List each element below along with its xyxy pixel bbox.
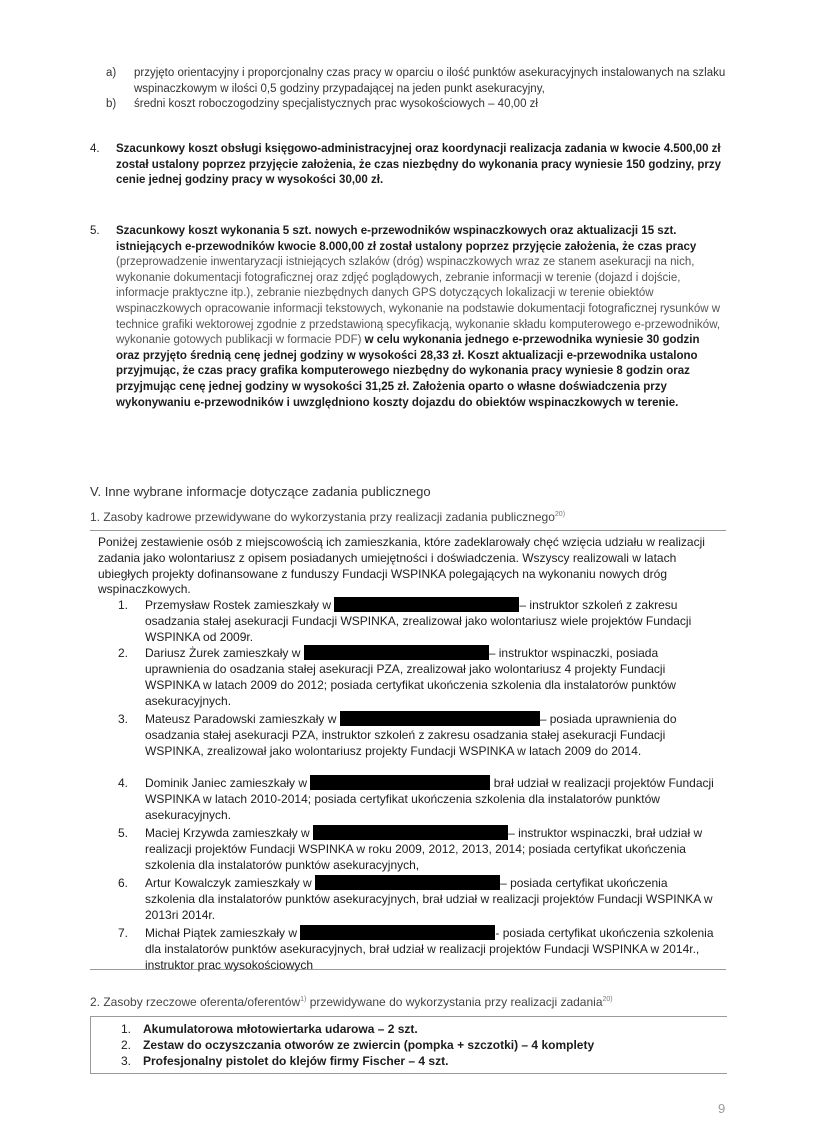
person-name: Maciej Krzywda zamieszkały w: [145, 826, 310, 840]
subsection-title: [90, 510, 565, 524]
item-number: 1.: [121, 1022, 132, 1036]
subsection-title-text: 2. Zasoby rzeczowe oferenta/oferentów: [90, 995, 301, 1009]
footnote-ref: 20): [602, 996, 613, 1003]
material-resources-box: [90, 1016, 727, 1074]
person-description: – posiada certyfikat ukończenia szkolenia dla instalatorów punktów asekuracyjnych, brał udział w realizacji projektów Fundacji WSPINKA w 2013ri 2014r.: [145, 876, 713, 922]
cost-item-4: [90, 142, 726, 189]
person-description: – instruktor wspinaczki, posiada uprawnienia do osadzania stałej asekuracji PZA, zrealizował jako wolontariusz 4 projekty Fundacji WSPINKA w latach 2009 do 2012; posiada certyfikat ukończenia szkolenia dla instalatorów punktów asekuracyjnych.: [145, 646, 676, 708]
person-description: – posiada uprawnienia do osadzania stałej asekuracji PZA, instruktor szkoleń z zakresu osadzania stałej asekuracji Fundacji WSPINKA, zrealizował jako wolontariusz projekty Fundacji WSPINKA w latach 2009 do 2014.: [145, 712, 677, 758]
redacted-address: [340, 711, 540, 726]
list-item-label: a): [106, 67, 117, 79]
item-number: 2.: [118, 646, 129, 660]
list-item: [121, 1021, 418, 1037]
list-item: [106, 97, 726, 113]
person-name: Dominik Janiec zamieszkały w: [145, 776, 308, 790]
list-item: [98, 597, 720, 645]
staff-resources-box: [90, 530, 726, 970]
redacted-address: [334, 597, 519, 612]
item-number: 3.: [118, 712, 129, 726]
item-text-bold: w celu wykonania jednego e-przewodnika wyniesie 30 godzin oraz przyjęto średnią cenę jednej godziny w wysokości 28,33 zł. Koszt aktualizacji e-przewodnika ustalono przyjmując, że czas pracy grafika komputerowego niezbędny do wykonania pracy wyniesie 8 godzin oraz przyjmując cenę jednej godziny w wysokości 31,25 zł. Założenia oparto o własne doświadczenia przy wykonywaniu e-przewodników i uwzględniono koszty dojazdu do obiektów wspinaczkowych w terenie.: [116, 334, 700, 409]
footnote-ref: 20): [554, 511, 566, 518]
item-text-bold: Szacunkowy koszt wykonania 5 szt. nowych e-przewodników wspinaczkowych oraz aktualizacji 15 szt. istniejących e-przewodników kwocie 8.000,00 zł został ustalony poprzez przyjęcie założenia, że czas pracy: [116, 225, 697, 253]
item-text: Szacunkowy koszt obsługi księgowo-administracyjnej oraz koordynacji realizacja zadania w kwocie 4.500,00 zł został ustalony poprzez przyjęcie założenia, że czas niezbędny do wykonania pracy wyniesie 150 godziny, przy cenie jednej godziny pracy w wysokości 30,00 zł.: [116, 143, 722, 187]
list-item: [121, 1053, 448, 1069]
person-name: Artur Kowalczyk zamieszkały w: [145, 876, 312, 890]
cost-item-5: [90, 224, 726, 411]
redacted-address: [300, 925, 495, 940]
subsection-title-text: 1. Zasoby kadrowe przewidywane do wykorzystania przy realizacji zadania publicznego: [90, 510, 555, 524]
item-number: 7.: [118, 926, 129, 940]
item-text: [116, 224, 726, 411]
cost-assumptions-list: [106, 66, 726, 113]
redacted-address: [304, 645, 489, 660]
person-name: Przemysław Rostek zamieszkały w: [145, 598, 332, 612]
person-description: – instruktor wspinaczki, brał udział w realizacji projektów Fundacji WSPINKA w roku 2009, 2012, 2013, 2014; posiada certyfikat ukończenia szkolenia dla instalatorów punktów asekuracyjnych,: [145, 826, 703, 872]
page-number: 9: [718, 1101, 726, 1116]
item-number: 1.: [118, 598, 129, 612]
item-number: 2.: [121, 1038, 132, 1052]
item-number: 3.: [121, 1054, 132, 1068]
list-item: [98, 711, 720, 759]
person-description: - posiada certyfikat ukończenia szkolenia dla instalatorów punktów asekuracyjnych, brał udział w realizacji projektów Fundacji WSPINKA w 2014r., instruktor prac wysokościowych: [145, 926, 714, 972]
list-item: [121, 1037, 594, 1053]
list-item-label: b): [106, 98, 117, 111]
footnote-ref: 1): [300, 996, 307, 1003]
item-number: 4.: [90, 143, 100, 155]
list-item: [98, 775, 720, 823]
item-number: 4.: [118, 776, 129, 790]
staff-intro: Poniżej zestawienie osób z miejscowością ich zamieszkania, które zadeklarowały chęć wzięcia udziału w realizacji zadania jako wolontariusz z opisem posiadanych umiejętności i doświadczenia. Wszyscy realizowali w latach ubiegłych projekty dofinansowane z funduszy Fundacji WSPINKA polegających na wykonaniu nowych dróg wspinaczkowych.: [98, 535, 705, 597]
item-number: 5.: [118, 826, 129, 840]
list-item-text: średni koszt roboczogodziny specjalistycznych prac wysokościowych – 40,00 zł: [134, 98, 538, 111]
resource-text: Zestaw do oczyszczania otworów ze zwiercin (pompka + szczotki) – 4 komplety: [143, 1038, 595, 1052]
list-item: [106, 66, 726, 97]
person-description: – instruktor szkoleń z zakresu osadzania stałej asekuracji Fundacji WSPINKA, zrealizował jako wolontariusz wiele projektów Fundacji WSPINKA od 2009r.: [145, 598, 692, 644]
list-item: [98, 645, 720, 709]
subsection-title: [90, 995, 613, 1009]
item-number: 5.: [90, 225, 100, 237]
list-item: [98, 875, 720, 923]
list-item-text: przyjęto orientacyjny i proporcjonalny czas pracy w oparciu o ilość punktów asekuracyjnych instalowanych na szlaku wspinaczkowym w ilości 0,5 godziny przypadającej na jeden punkt asekuracyjny,: [134, 67, 726, 95]
person-name: Mateusz Paradowski zamieszkały w: [145, 712, 337, 726]
resource-text: Akumulatorowa młotowiertarka udarowa – 2 szt.: [143, 1022, 418, 1036]
list-item: [98, 925, 720, 973]
item-number: 6.: [118, 876, 129, 890]
resource-text: Profesjonalny pistolet do klejów firmy Fischer – 4 szt.: [143, 1054, 449, 1068]
redacted-address: [313, 825, 508, 840]
section-title: V. Inne wybrane informacje dotyczące zadania publicznego: [90, 484, 431, 499]
subsection-title-text: przewidywane do wykorzystania przy realizacji zadania: [306, 995, 603, 1009]
redacted-address: [310, 775, 490, 790]
person-description: brał udział w realizacji projektów Fundacji WSPINKA w latach 2010-2014; posiada certyfikat ukończenia szkolenia dla instalatorów punktów asekuracyjnych.: [145, 776, 714, 822]
item-text-detail: (przeprowadzenie inwentaryzacji istniejących szlaków (dróg) wspinaczkowych wraz ze stanem asekuracji na nich, wykonanie dokumentacji fotograficznej oraz zdjęć poglądowych, zebranie informacji w terenie (dojazd i dojście, informacje praktyczne itp.), zebranie niezbędnych danych GPS dotyczących lokalizacji w terenie obiektów wspinaczkowych opracowanie informacji tekstowych, wykonanie na podstawie dokumentacji fotograficznej rysunków w technice grafiki wektorowej zgodnie z przedstawioną specyfikacją, wykonanie składu komputerowego e-przewodników, wykonanie gotowych publikacji w formacie PDF): [116, 256, 721, 347]
list-item: [98, 825, 720, 873]
redacted-address: [315, 875, 500, 890]
person-name: Dariusz Żurek zamieszkały w: [145, 646, 301, 660]
person-name: Michał Piątek zamieszkały w: [145, 926, 298, 940]
